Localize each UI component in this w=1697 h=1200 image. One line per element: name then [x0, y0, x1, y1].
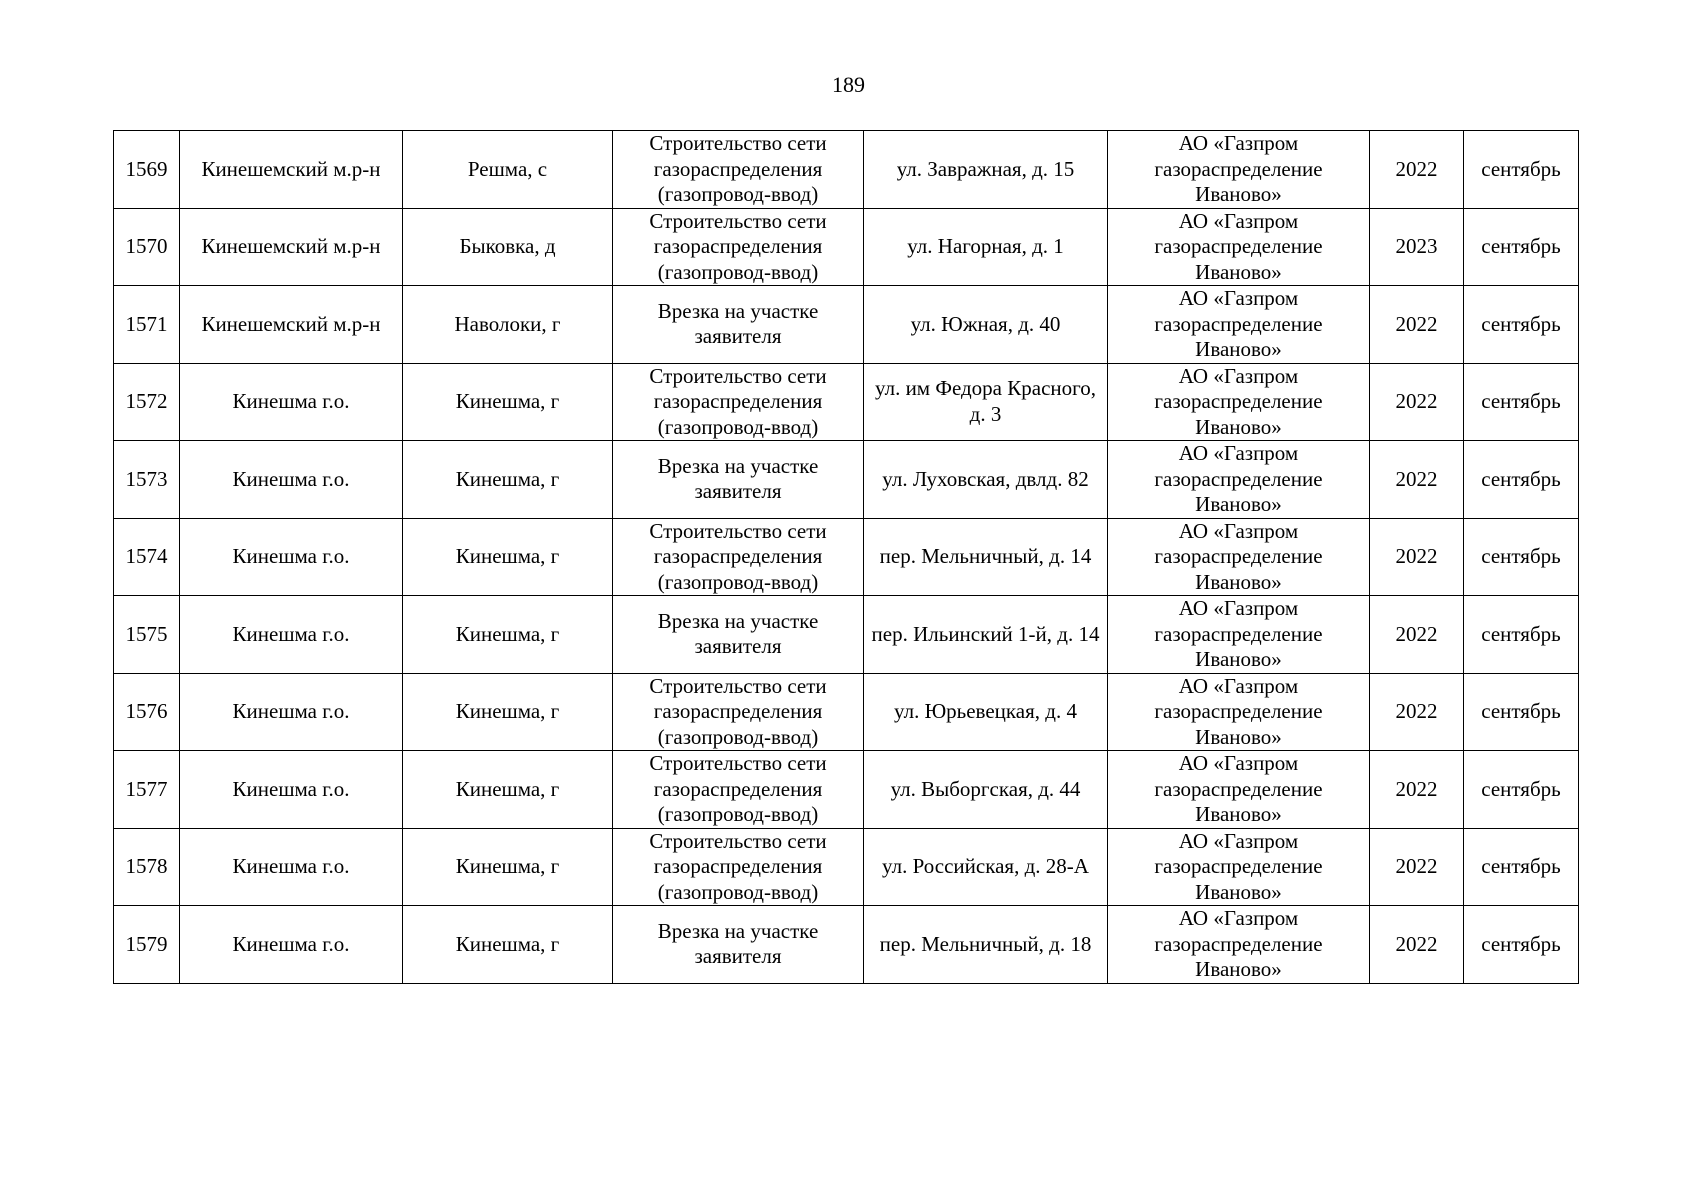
- month-cell: сентябрь: [1464, 363, 1579, 441]
- work-type-cell: Строительство сети газораспределения (газопровод-ввод): [613, 828, 864, 906]
- month-cell: сентябрь: [1464, 441, 1579, 519]
- gas-connection-schedule-table: [113, 130, 1579, 984]
- table-row: [114, 286, 1579, 364]
- organization-cell: АО «Газпром газораспределение Иваново»: [1108, 518, 1370, 596]
- address-cell: ул. Нагорная, д. 1: [864, 208, 1108, 286]
- row-number-cell: 1570: [114, 208, 180, 286]
- table-row: [114, 906, 1579, 984]
- locality-cell: Кинешма, г: [403, 596, 613, 674]
- row-number-cell: 1577: [114, 751, 180, 829]
- year-cell: 2022: [1370, 131, 1464, 209]
- district-cell: Кинешма г.о.: [180, 518, 403, 596]
- locality-cell: Кинешма, г: [403, 441, 613, 519]
- work-type-cell: Врезка на участке заявителя: [613, 906, 864, 984]
- work-type-cell: Строительство сети газораспределения (газопровод-ввод): [613, 518, 864, 596]
- row-number-cell: 1578: [114, 828, 180, 906]
- row-number-cell: 1576: [114, 673, 180, 751]
- organization-cell: АО «Газпром газораспределение Иваново»: [1108, 363, 1370, 441]
- work-type-cell: Врезка на участке заявителя: [613, 441, 864, 519]
- district-cell: Кинешма г.о.: [180, 751, 403, 829]
- work-type-cell: Строительство сети газораспределения (газопровод-ввод): [613, 751, 864, 829]
- organization-cell: АО «Газпром газораспределение Иваново»: [1108, 751, 1370, 829]
- work-type-cell: Врезка на участке заявителя: [613, 286, 864, 364]
- address-cell: пер. Ильинский 1-й, д. 14: [864, 596, 1108, 674]
- locality-cell: Кинешма, г: [403, 751, 613, 829]
- table-row: [114, 363, 1579, 441]
- address-cell: пер. Мельничный, д. 18: [864, 906, 1108, 984]
- month-cell: сентябрь: [1464, 828, 1579, 906]
- month-cell: сентябрь: [1464, 906, 1579, 984]
- district-cell: Кинешма г.о.: [180, 441, 403, 519]
- locality-cell: Кинешма, г: [403, 363, 613, 441]
- address-cell: ул. Завражная, д. 15: [864, 131, 1108, 209]
- row-number-cell: 1574: [114, 518, 180, 596]
- year-cell: 2022: [1370, 596, 1464, 674]
- table-row: [114, 673, 1579, 751]
- row-number-cell: 1572: [114, 363, 180, 441]
- address-cell: ул. Южная, д. 40: [864, 286, 1108, 364]
- locality-cell: Кинешма, г: [403, 828, 613, 906]
- district-cell: Кинешма г.о.: [180, 363, 403, 441]
- address-cell: ул. им Федора Красного, д. 3: [864, 363, 1108, 441]
- row-number-cell: 1571: [114, 286, 180, 364]
- district-cell: Кинешемский м.р-н: [180, 208, 403, 286]
- year-cell: 2022: [1370, 673, 1464, 751]
- year-cell: 2022: [1370, 363, 1464, 441]
- locality-cell: Кинешма, г: [403, 906, 613, 984]
- year-cell: 2023: [1370, 208, 1464, 286]
- work-type-cell: Строительство сети газораспределения (газопровод-ввод): [613, 208, 864, 286]
- organization-cell: АО «Газпром газораспределение Иваново»: [1108, 596, 1370, 674]
- organization-cell: АО «Газпром газораспределение Иваново»: [1108, 673, 1370, 751]
- address-cell: ул. Российская, д. 28-А: [864, 828, 1108, 906]
- locality-cell: Кинешма, г: [403, 518, 613, 596]
- address-cell: пер. Мельничный, д. 14: [864, 518, 1108, 596]
- locality-cell: Быковка, д: [403, 208, 613, 286]
- organization-cell: АО «Газпром газораспределение Иваново»: [1108, 441, 1370, 519]
- month-cell: сентябрь: [1464, 131, 1579, 209]
- organization-cell: АО «Газпром газораспределение Иваново»: [1108, 131, 1370, 209]
- organization-cell: АО «Газпром газораспределение Иваново»: [1108, 828, 1370, 906]
- table-row: [114, 208, 1579, 286]
- locality-cell: Наволоки, г: [403, 286, 613, 364]
- month-cell: сентябрь: [1464, 751, 1579, 829]
- table-body: [114, 131, 1579, 984]
- month-cell: сентябрь: [1464, 596, 1579, 674]
- table-row: [114, 828, 1579, 906]
- year-cell: 2022: [1370, 518, 1464, 596]
- table-row: [114, 751, 1579, 829]
- locality-cell: Кинешма, г: [403, 673, 613, 751]
- work-type-cell: Строительство сети газораспределения (газопровод-ввод): [613, 363, 864, 441]
- table-row: [114, 441, 1579, 519]
- work-type-cell: Строительство сети газораспределения (газопровод-ввод): [613, 673, 864, 751]
- row-number-cell: 1579: [114, 906, 180, 984]
- locality-cell: Решма, с: [403, 131, 613, 209]
- organization-cell: АО «Газпром газораспределение Иваново»: [1108, 208, 1370, 286]
- year-cell: 2022: [1370, 286, 1464, 364]
- year-cell: 2022: [1370, 906, 1464, 984]
- address-cell: ул. Луховская, двлд. 82: [864, 441, 1108, 519]
- year-cell: 2022: [1370, 441, 1464, 519]
- district-cell: Кинешемский м.р-н: [180, 131, 403, 209]
- work-type-cell: Строительство сети газораспределения (газопровод-ввод): [613, 131, 864, 209]
- month-cell: сентябрь: [1464, 286, 1579, 364]
- row-number-cell: 1575: [114, 596, 180, 674]
- table-row: [114, 131, 1579, 209]
- organization-cell: АО «Газпром газораспределение Иваново»: [1108, 906, 1370, 984]
- year-cell: 2022: [1370, 828, 1464, 906]
- year-cell: 2022: [1370, 751, 1464, 829]
- district-cell: Кинешма г.о.: [180, 906, 403, 984]
- address-cell: ул. Юрьевецкая, д. 4: [864, 673, 1108, 751]
- work-type-cell: Врезка на участке заявителя: [613, 596, 864, 674]
- district-cell: Кинешма г.о.: [180, 828, 403, 906]
- district-cell: Кинешма г.о.: [180, 673, 403, 751]
- month-cell: сентябрь: [1464, 673, 1579, 751]
- address-cell: ул. Выборгская, д. 44: [864, 751, 1108, 829]
- month-cell: сентябрь: [1464, 208, 1579, 286]
- district-cell: Кинешма г.о.: [180, 596, 403, 674]
- row-number-cell: 1573: [114, 441, 180, 519]
- row-number-cell: 1569: [114, 131, 180, 209]
- table-row: [114, 596, 1579, 674]
- district-cell: Кинешемский м.р-н: [180, 286, 403, 364]
- table-row: [114, 518, 1579, 596]
- month-cell: сентябрь: [1464, 518, 1579, 596]
- page-number: 189: [832, 72, 865, 97]
- organization-cell: АО «Газпром газораспределение Иваново»: [1108, 286, 1370, 364]
